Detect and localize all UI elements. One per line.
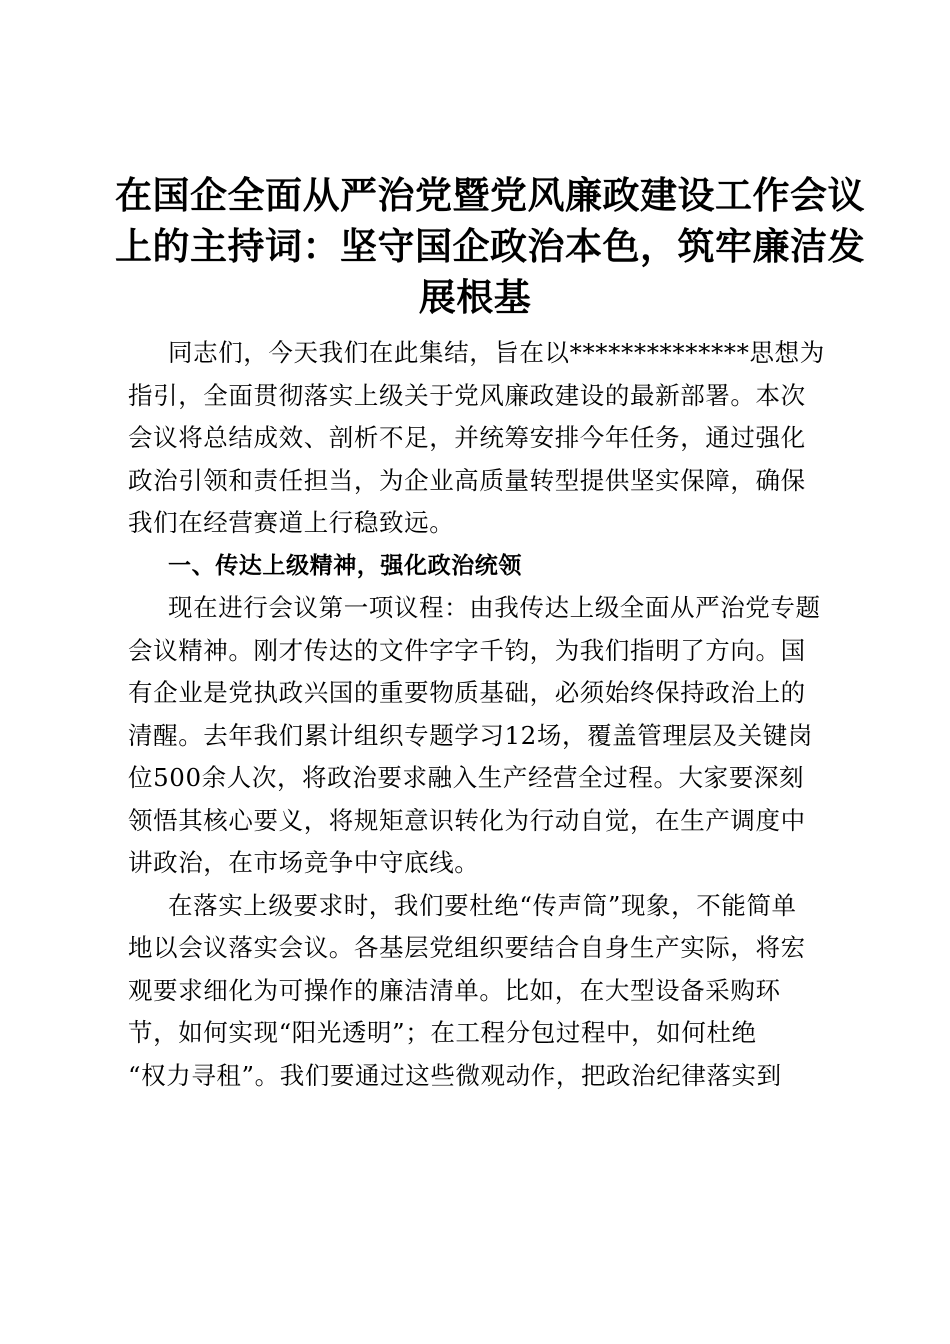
- paragraph-line: 节，如何实现“阳光透明”；在工程分包过程中，如何杜绝: [128, 1018, 757, 1047]
- title-line: 在国企全面从严治党暨党风廉政建设工作会议: [115, 174, 865, 217]
- paragraph-line: 同志们，今天我们在此集结，旨在以**************思想为: [168, 338, 825, 367]
- paragraph-opening: [128, 332, 828, 545]
- paragraph-line: 观要求细化为可操作的廉洁清单。比如，在大型设备采购环: [128, 975, 781, 1005]
- paragraph-line: 在落实上级要求时，我们要杜绝“传声筒”现象，不能简单: [168, 890, 797, 920]
- paragraph-line: 现在进行会议第一项议程：由我传达上级全面从严治党专题: [168, 593, 821, 622]
- document-body: [128, 332, 828, 1097]
- paragraph-implementation: [128, 885, 828, 1098]
- paragraph-line: “权力寻租”。我们要通过这些微观动作，把政治纪律落实到: [128, 1060, 782, 1090]
- title-line: 展根基: [418, 276, 532, 319]
- paragraph-line: 指引，全面贯彻落实上级关于党风廉政建设的最新部署。本次: [128, 380, 806, 410]
- section-heading: 一、传达上级精神，强化政治统领: [168, 552, 522, 579]
- paragraph-line: 我们在经营赛道上行稳致远。: [128, 508, 455, 537]
- paragraph-line: 位500余人次，将政治要求融入生产经营全过程。大家要深刻: [128, 763, 805, 792]
- document-title: [115, 170, 865, 323]
- paragraph-line: 地以会议落实会议。各基层党组织要结合自身生产实际，将宏: [128, 933, 806, 962]
- paragraph-line: 领悟其核心要义，将规矩意识转化为行动自觉，在生产调度中: [128, 805, 806, 835]
- paragraph-line: 政治引领和责任担当，为企业高质量转型提供坚实保障，确保: [128, 465, 806, 495]
- paragraph-line: 会议将总结成效、剖析不足，并统筹安排今年任务，通过强化: [128, 423, 806, 452]
- paragraph-line: 讲政治，在市场竞争中守底线。: [128, 848, 480, 877]
- paragraph-line: 清醒。去年我们累计组织专题学习12场，覆盖管理层及关键岗: [128, 720, 813, 750]
- paragraph-agenda: [128, 587, 828, 885]
- title-line: 上的主持词：坚守国企政治本色，筑牢廉洁发: [115, 225, 865, 268]
- paragraph-line: 有企业是党执政兴国的重要物质基础，必须始终保持政治上的: [128, 678, 806, 707]
- paragraph-line: 会议精神。刚才传达的文件字字千钧，为我们指明了方向。国: [128, 635, 806, 665]
